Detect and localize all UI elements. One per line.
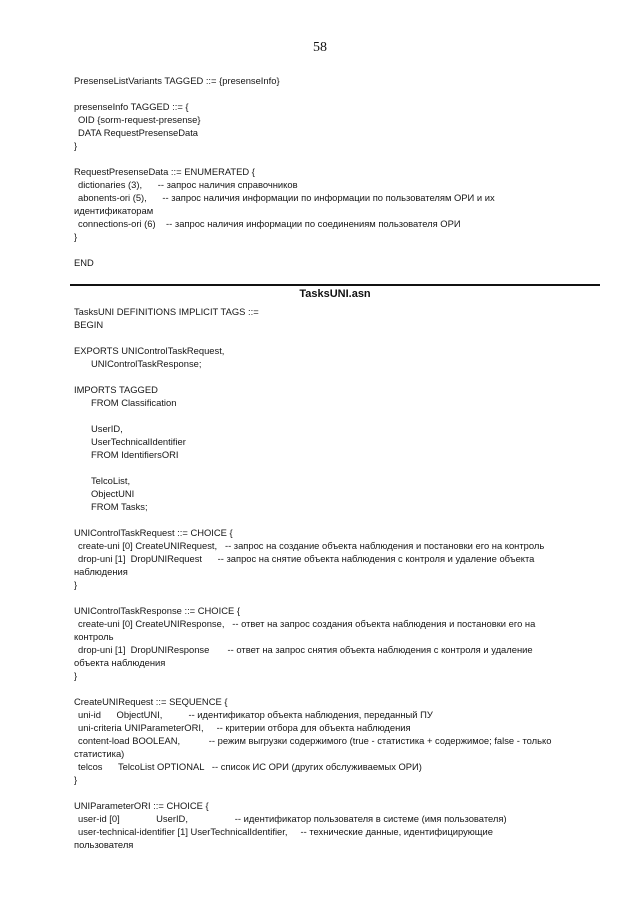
code-line: connections-ori (6) -- запрос наличия информации по соединениям пользователя ОРИ — [78, 218, 461, 229]
code-line: user-id [0] UserID, -- идентификатор пользователя в системе (имя пользователя) — [78, 813, 507, 824]
code-line: FROM Tasks; — [91, 501, 148, 512]
code-line: uni-id ObjectUNI, -- идентификатор объекта наблюдения, переданный ПУ — [78, 709, 433, 720]
code-line: OID {sorm-request-presense} — [78, 114, 201, 125]
code-line: drop-uni [1] DropUNIResponse -- ответ на запрос снятия объекта наблюдения с контроля и удаление — [78, 644, 533, 655]
code-line: CreateUNIRequest ::= SEQUENCE { — [74, 696, 228, 707]
code-block-tasksuni — [74, 305, 594, 851]
code-line: PresenseListVariants TAGGED ::= {presenseInfo} — [74, 75, 280, 86]
code-line: dictionaries (3), -- запрос наличия справочников — [78, 179, 298, 190]
code-line: create-uni [0] CreateUNIResponse, -- ответ на запрос создания объекта наблюдения и постановки его на — [78, 618, 536, 629]
code-line: FROM IdentifiersORI — [91, 449, 179, 460]
code-line: content-load BOOLEAN, -- режим выгрузки содержимого (true - статистика + содержимое; false - только — [78, 735, 552, 746]
code-line: объекта наблюдения — [74, 657, 166, 668]
blank-line — [74, 409, 594, 422]
code-line: RequestPresenseData ::= ENUMERATED { — [74, 166, 255, 177]
code-block-presense — [74, 74, 594, 269]
code-line: EXPORTS UNIControlTaskRequest, — [74, 345, 225, 356]
code-line: UNIControlTaskResponse ::= CHOICE { — [74, 605, 240, 616]
code-line: UNIParameterORI ::= CHOICE { — [74, 800, 209, 811]
code-line: BEGIN — [74, 319, 104, 330]
code-line: END — [74, 257, 94, 268]
section-divider — [70, 284, 600, 286]
blank-line — [74, 786, 594, 799]
code-line: пользователя — [74, 839, 134, 850]
code-line: UNIControlTaskResponse; — [91, 358, 202, 369]
blank-line — [74, 461, 594, 474]
code-line: TelcoList, — [91, 475, 131, 486]
blank-line — [74, 87, 594, 100]
code-line: FROM Classification — [91, 397, 177, 408]
code-line: telcos TelcoList OPTIONAL -- список ИС ОРИ (других обслуживаемых ОРИ) — [78, 761, 422, 772]
code-line: TasksUNI DEFINITIONS IMPLICIT TAGS ::= — [74, 306, 259, 317]
file-title: TasksUNI.asn — [299, 288, 371, 300]
blank-line — [74, 370, 594, 383]
code-line: create-uni [0] CreateUNIRequest, -- запрос на создание объекта наблюдения и постановки его на контроль — [78, 540, 545, 551]
code-line: UNIControlTaskRequest ::= CHOICE { — [74, 527, 233, 538]
code-line: } — [74, 774, 78, 785]
code-line: идентификаторам — [74, 205, 154, 216]
blank-line — [74, 243, 594, 256]
code-line: UserTechnicalIdentifier — [91, 436, 186, 447]
code-line: } — [74, 231, 78, 242]
blank-line — [74, 591, 594, 604]
code-line: контроль — [74, 631, 114, 642]
code-line: } — [74, 140, 78, 151]
code-line: uni-criteria UNIParameterORI, -- критерии отбора для объекта наблюдения — [78, 722, 411, 733]
code-line: drop-uni [1] DropUNIRequest -- запрос на снятие объекта наблюдения с контроля и удаление объекта — [78, 553, 535, 564]
blank-line — [74, 152, 594, 165]
code-line: статистика) — [74, 748, 125, 759]
code-line: ObjectUNI — [91, 488, 135, 499]
code-line: IMPORTS TAGGED — [74, 384, 158, 395]
code-line: UserID, — [91, 423, 123, 434]
code-line: наблюдения — [74, 566, 128, 577]
blank-line — [74, 513, 594, 526]
code-line: abonents-ori (5), -- запрос наличия информации по информации по пользователям ОРИ и их — [78, 192, 495, 203]
blank-line — [74, 331, 594, 344]
code-line: presenseInfo TAGGED ::= { — [74, 101, 189, 112]
code-line: } — [74, 670, 78, 681]
code-line: user-technical-identifier [1] UserTechnicalIdentifier, -- технические данные, идентифицирующие — [78, 826, 493, 837]
code-line: DATA RequestPresenseData — [78, 127, 199, 138]
code-line: } — [74, 579, 78, 590]
blank-line — [74, 682, 594, 695]
page-number: 58 — [313, 40, 327, 55]
